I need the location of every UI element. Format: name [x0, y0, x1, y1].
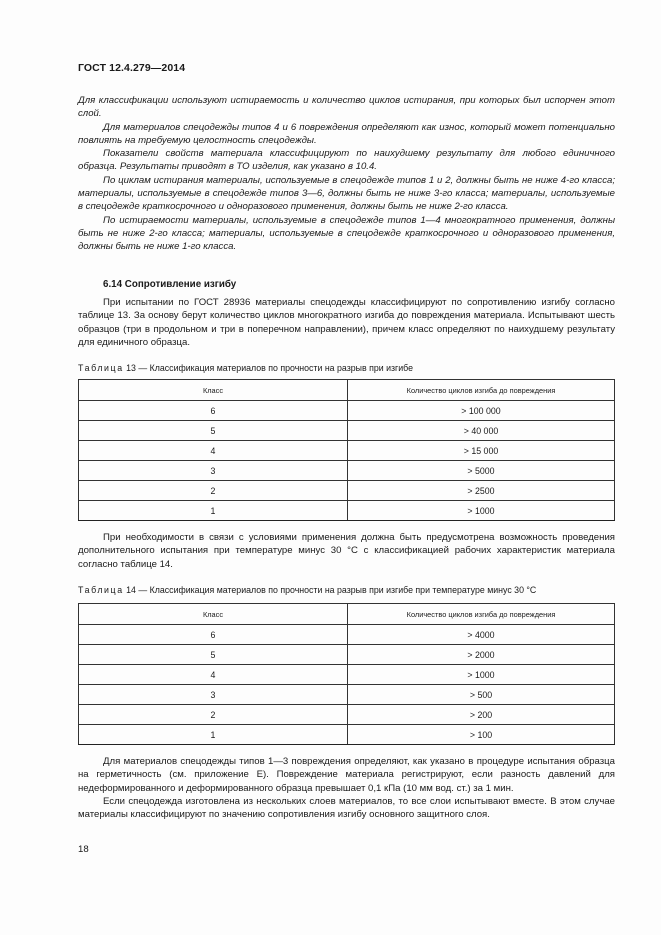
- table-13-header-cycles: Количество циклов изгиба до повреждения: [348, 380, 615, 401]
- cycles-cell: > 100: [348, 725, 615, 745]
- table-13-caption: [78, 363, 413, 373]
- table-row: [79, 481, 615, 501]
- closing-paragraph-1: Для материалов спецодежды типов 1—3 повреждения определяют, как указано в процедуре испытания образца на герметичность (см. приложение Е). Повреждение материала регистрируют, если разность давлений для недеформированного и деформированного образца превышает 0,1 кПа (10 мм вод. ст.) за 1 мин.: [78, 756, 615, 794]
- intro-paragraph-5: По истираемости материалы, используемые в спецодежде типов 1—4 многократного применения, должны быть не ниже 2-го класса; материалы, используемые в спецодежде краткосрочного и одноразового применения, должны быть не ниже 1-го класса.: [78, 214, 615, 253]
- cycles-cell: > 1000: [348, 501, 615, 521]
- table-row: [79, 441, 615, 461]
- table-row: [79, 645, 615, 665]
- table-14-header-row: [79, 604, 615, 625]
- table-13: [78, 379, 615, 521]
- cycles-cell: > 2500: [348, 481, 615, 501]
- mid-paragraph: При необходимости в связи с условиями применения должна быть предусмотрена возможность проведения дополнительного испытания при температуре минус 30 °С с классификацией рабочих характеристик материала согласно таблице 14.: [78, 532, 615, 570]
- cycles-cell: > 1000: [348, 665, 615, 685]
- class-cell: 6: [79, 401, 348, 421]
- class-cell: 2: [79, 481, 348, 501]
- mid-text: [78, 531, 615, 571]
- document-header: ГОСТ 12.4.279—2014: [78, 62, 186, 74]
- cycles-cell: > 200: [348, 705, 615, 725]
- table-row: [79, 625, 615, 645]
- table-row: [79, 401, 615, 421]
- class-cell: 1: [79, 501, 348, 521]
- table-13-title: 13 — Классификация материалов по прочности на разрыв при изгибе: [126, 363, 413, 373]
- cycles-cell: > 100 000: [348, 401, 615, 421]
- section-heading: 6.14 Сопротивление изгибу: [103, 279, 237, 290]
- table-row: [79, 421, 615, 441]
- table-row: [79, 685, 615, 705]
- class-cell: 5: [79, 421, 348, 441]
- table-row: [79, 705, 615, 725]
- cycles-cell: > 15 000: [348, 441, 615, 461]
- cycles-cell: > 4000: [348, 625, 615, 645]
- cycles-cell: > 40 000: [348, 421, 615, 441]
- closing-text: [78, 755, 615, 821]
- table-14-header-class: Класс: [79, 604, 348, 625]
- section-paragraph: При испытании по ГОСТ 28936 материалы спецодежды классифицируют по сопротивлению изгибу согласно таблице 13. За основу берут количество циклов многократного изгиба до повреждения материала. Испытывают шесть образцов (три в продольном и три в поперечном направлении), причем класс определяют по наихудшему результату для единичного образца.: [78, 297, 615, 348]
- table-14-caption: [78, 585, 536, 595]
- class-cell: 6: [79, 625, 348, 645]
- table-14-label: Таблица: [78, 585, 124, 595]
- intro-paragraph-1: Для классификации используют истираемость и количество циклов истирания, при которых был испорчен этот слой.: [78, 95, 615, 120]
- intro-paragraph-2: Для материалов спецодежды типов 4 и 6 повреждения определяют как износ, который может потенциально повлиять на требуемую целостность спецодежды.: [78, 121, 615, 146]
- class-cell: 2: [79, 705, 348, 725]
- table-row: [79, 461, 615, 481]
- intro-paragraph-4: По циклам истирания материалы, используемые в спецодежде типов 1 и 2, должны быть не ниже 4-го класса; материалы, используемые в спецодежде типов 3—6, должны быть не ниже 3-го класса; материалы, используемые в спецодежде краткосрочного и одноразового применения, должны быть не ниже 2-го класса.: [78, 174, 615, 213]
- class-cell: 4: [79, 441, 348, 461]
- class-cell: 5: [79, 645, 348, 665]
- table-14: [78, 603, 615, 745]
- table-13-header-row: [79, 380, 615, 401]
- section-text: [78, 296, 615, 349]
- cycles-cell: > 5000: [348, 461, 615, 481]
- intro-text: [78, 94, 615, 254]
- table-13-label: Таблица: [78, 363, 124, 373]
- page-number: 18: [78, 844, 89, 855]
- table-13-header-class: Класс: [79, 380, 348, 401]
- cycles-cell: > 500: [348, 685, 615, 705]
- class-cell: 3: [79, 461, 348, 481]
- table-14-header-cycles: Количество циклов изгиба до повреждения: [348, 604, 615, 625]
- closing-paragraph-2: Если спецодежда изготовлена из нескольких слоев материалов, то все слои испытывают вместе. В этом случае материалы классифицируют по значению сопротивления изгибу основного защитного слоя.: [78, 795, 615, 821]
- table-14-title: 14 — Классификация материалов по прочности на разрыв при изгибе при температуре минус 30 °С: [126, 585, 537, 595]
- intro-paragraph-3: Показатели свойств материала классифицируют по наихудшему результату для любого единичного образца. Результаты приводят в ТО изделия, как указано в 10.4.: [78, 148, 615, 173]
- table-row: [79, 725, 615, 745]
- table-row: [79, 501, 615, 521]
- cycles-cell: > 2000: [348, 645, 615, 665]
- class-cell: 1: [79, 725, 348, 745]
- table-row: [79, 665, 615, 685]
- class-cell: 3: [79, 685, 348, 705]
- class-cell: 4: [79, 665, 348, 685]
